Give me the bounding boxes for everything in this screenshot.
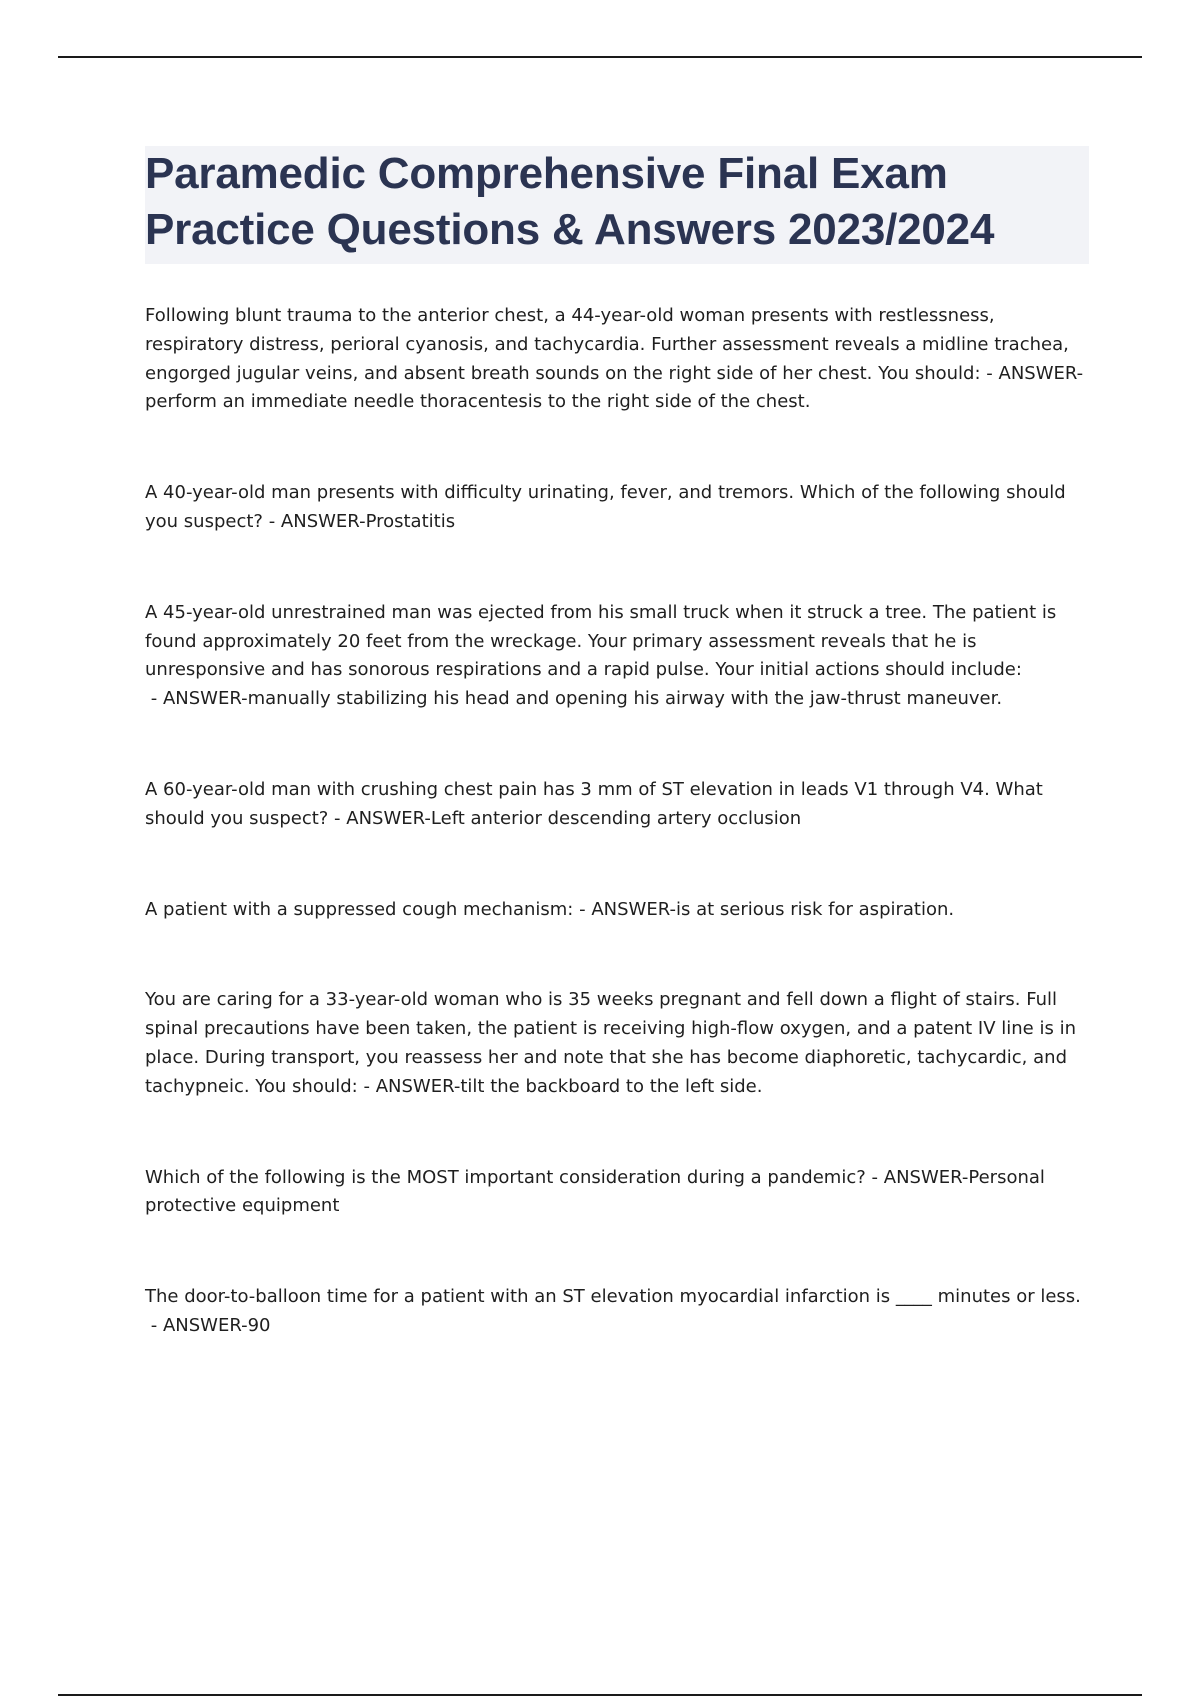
page-title: [145, 146, 1089, 264]
title-line-1: Paramedic Comprehensive Final Exam: [145, 149, 948, 198]
answer-separator: -: [145, 1314, 163, 1336]
question-text: Following blunt trauma to the anterior chest, a 44-year-old woman presents with restlessness, respiratory distress, perioral cyanosis, and tachycardia. Further assessment reveals a midline trachea, engorged jugular veins, and absent breath sounds on the right side of her chest. You should:: [145, 305, 1069, 384]
answer-text: ANSWER-is at serious risk for aspiration.: [591, 898, 955, 920]
answer-text: ANSWER-Prostatitis: [280, 510, 456, 532]
question-text: A patient with a suppressed cough mechanism:: [145, 898, 574, 920]
answer-text: ANSWER-tilt the backboard to the left side.: [375, 1075, 763, 1097]
top-rule: [58, 56, 1142, 58]
question-text: Which of the following is the MOST important consideration during a pandemic?: [145, 1166, 866, 1188]
qa-item-3: [145, 599, 1085, 714]
qa-list: [145, 302, 1085, 1341]
answer-separator: -: [865, 1166, 884, 1188]
question-text: A 45-year-old unrestrained man was ejected from his small truck when it struck a tree. The patient is found approximately 20 feet from the wreckage. Your primary assessment reveals that he is unresponsive and has sonorous respirations and a rapid pulse. Your initial actions should include:: [145, 601, 1057, 681]
question-text: You are caring for a 33-year-old woman who is 35 weeks pregnant and fell down a flight of stairs. Full spinal precautions have been taken, the patient is receiving high-flow oxygen, and a patent IV line is in place. During transport, you reassess her and note that she has become diaphoretic, tachycardic, and tachypneic. You should:: [145, 989, 1076, 1097]
bottom-rule: [58, 1694, 1142, 1696]
answer-text: ANSWER-Left anterior descending artery occlusion: [346, 807, 802, 829]
question-text: A 40-year-old man presents with difficulty urinating, fever, and tremors. Which of the following should you suspect?: [145, 482, 1066, 532]
answer-separator: -: [357, 1075, 376, 1097]
qa-item-2: [145, 479, 1085, 537]
answer-text: ANSWER-perform an immediate needle thoracentesis to the right side of the chest.: [145, 362, 1084, 413]
answer-separator: -: [262, 510, 281, 532]
answer-separator: -: [573, 898, 592, 920]
answer-text: ANSWER-Personal protective equipment: [145, 1166, 1045, 1217]
qa-item-8: [145, 1283, 1085, 1341]
title-line-2: Practice Questions & Answers 2023/2024: [145, 205, 995, 254]
question-text: The door-to-balloon time for a patient with an ST elevation myocardial infarction is ____ minutes or less.: [145, 1286, 1081, 1308]
qa-item-5: [145, 896, 1085, 925]
answer-separator: -: [145, 688, 163, 710]
answer-text: ANSWER-manually stabilizing his head and opening his airway with the jaw-thrust maneuver.: [162, 688, 1003, 710]
question-text: A 60-year-old man with crushing chest pain has 3 mm of ST elevation in leads V1 through V4. What should you suspect?: [145, 778, 1043, 829]
answer-separator: -: [980, 362, 999, 384]
qa-item-6: [145, 986, 1085, 1101]
qa-item-4: [145, 776, 1085, 834]
answer-separator: -: [328, 807, 347, 829]
answer-text: ANSWER-90: [162, 1314, 271, 1336]
qa-item-1: [145, 302, 1085, 417]
qa-item-7: [145, 1164, 1085, 1222]
